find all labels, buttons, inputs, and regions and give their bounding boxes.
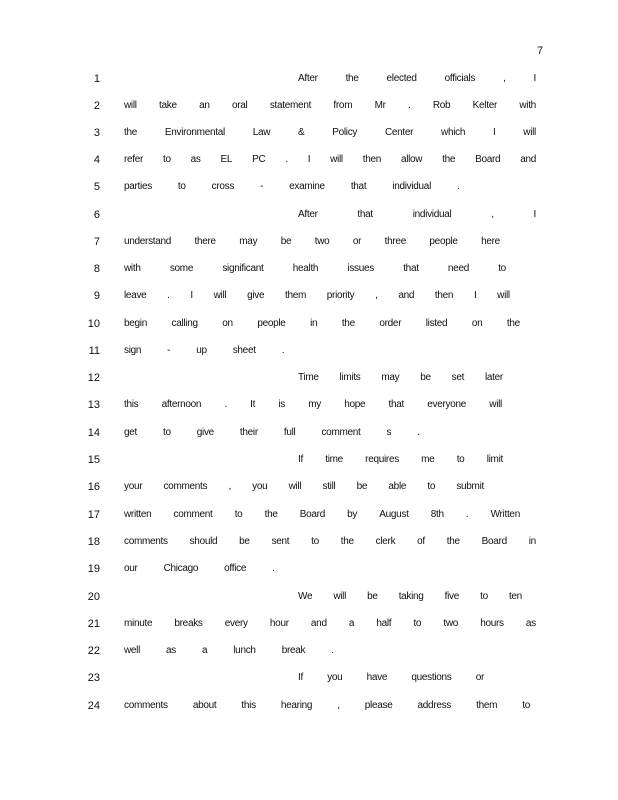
word: every <box>224 618 248 629</box>
word: submit <box>456 481 484 492</box>
word: take <box>159 100 177 111</box>
word: . <box>272 563 275 574</box>
word: After <box>298 209 318 220</box>
word: August <box>379 509 409 520</box>
word: an <box>199 100 210 111</box>
word: I <box>473 290 477 301</box>
line-text <box>298 671 484 685</box>
word: Policy <box>332 127 358 138</box>
word: and <box>310 618 327 629</box>
word: with <box>124 263 141 274</box>
line-number: 18 <box>87 536 100 548</box>
line-text <box>124 426 536 440</box>
word: still <box>322 481 336 492</box>
word: limits <box>339 372 361 383</box>
word: have <box>366 672 388 683</box>
word: clerk <box>375 536 396 547</box>
word: the <box>340 536 354 547</box>
word: lunch <box>233 645 256 656</box>
word: issues <box>347 263 374 274</box>
word: them <box>284 290 307 301</box>
word: to <box>413 618 422 629</box>
word: address <box>417 700 452 711</box>
word: taking <box>398 591 424 602</box>
word: - <box>260 181 264 192</box>
word: full <box>283 427 296 438</box>
word: set <box>451 372 465 383</box>
line-text <box>298 371 503 385</box>
line-text <box>124 262 506 276</box>
word: 8th <box>430 509 444 520</box>
word: in <box>528 536 536 547</box>
line-number: 23 <box>87 672 100 684</box>
line-text <box>124 180 536 194</box>
word: hours <box>480 618 504 629</box>
word: Time <box>298 372 319 383</box>
line-number: 22 <box>87 645 100 657</box>
transcript-line <box>0 72 618 99</box>
word: I <box>190 290 193 301</box>
word: begin <box>124 318 147 329</box>
word: may <box>239 236 258 247</box>
word: me <box>421 454 435 465</box>
word: five <box>444 591 460 602</box>
transcript-line <box>0 99 618 126</box>
transcript-line <box>0 671 618 698</box>
word: the <box>124 127 138 138</box>
line-number: 2 <box>93 100 100 112</box>
word: will <box>523 127 536 138</box>
word: individual <box>392 181 431 192</box>
line-number: 17 <box>87 509 100 521</box>
word: in <box>310 318 318 329</box>
line-text <box>124 699 530 713</box>
word: If <box>298 454 303 465</box>
word: Chicago <box>163 563 199 574</box>
line-number: 9 <box>93 290 100 302</box>
word: hour <box>269 618 289 629</box>
line-number: 10 <box>87 318 100 330</box>
transcript-line <box>0 453 618 480</box>
word: well <box>124 645 141 656</box>
word: to <box>234 509 243 520</box>
word: then <box>362 154 382 165</box>
word: requires <box>365 454 399 465</box>
line-number: 8 <box>93 263 100 275</box>
transcript-line <box>0 289 618 316</box>
word: is <box>278 399 286 410</box>
word: It <box>250 399 256 410</box>
word: Board <box>299 509 325 520</box>
word: the <box>442 154 456 165</box>
word: the <box>345 73 359 84</box>
word: the <box>446 536 460 547</box>
word: or <box>475 672 484 683</box>
word: , <box>503 73 506 84</box>
word: please <box>364 700 393 711</box>
word: Kelter <box>472 100 497 111</box>
word: oral <box>232 100 248 111</box>
word: s <box>386 427 392 438</box>
word: hearing <box>280 700 313 711</box>
word: my <box>308 399 321 410</box>
line-number: 16 <box>87 481 100 493</box>
line-number: 14 <box>87 427 100 439</box>
word: limit <box>486 454 503 465</box>
word: two <box>314 236 330 247</box>
word: priority <box>326 290 355 301</box>
line-text <box>298 72 536 86</box>
word: PC <box>252 154 266 165</box>
word: will <box>288 481 302 492</box>
word: our <box>124 563 138 574</box>
line-text <box>124 617 536 631</box>
word: will <box>489 399 502 410</box>
word: people <box>429 236 458 247</box>
word: significant <box>222 263 264 274</box>
transcript-line <box>0 617 618 644</box>
word: . <box>281 345 285 356</box>
word: everyone <box>427 399 467 410</box>
word: , <box>375 290 378 301</box>
line-text <box>298 208 536 222</box>
word: give <box>196 427 214 438</box>
transcript-line <box>0 344 618 371</box>
word: leave <box>124 290 147 301</box>
word: give <box>247 290 265 301</box>
word: . <box>457 181 460 192</box>
word: up <box>196 345 207 356</box>
word: allow <box>400 154 423 165</box>
line-text <box>124 508 520 522</box>
word: this <box>241 700 256 711</box>
word: elected <box>386 73 417 84</box>
word: refer <box>124 154 144 165</box>
line-number: 5 <box>93 181 100 193</box>
word: Center <box>384 127 414 138</box>
word: half <box>376 618 392 629</box>
word: or <box>352 236 362 247</box>
word: sent <box>271 536 290 547</box>
word: I <box>492 127 496 138</box>
transcript-line <box>0 562 618 589</box>
word: a <box>202 645 208 656</box>
word: understand <box>124 236 172 247</box>
word: calling <box>171 318 198 329</box>
line-text <box>124 289 510 303</box>
word: be <box>367 591 378 602</box>
word: to <box>456 454 465 465</box>
word: & <box>298 127 305 138</box>
word: able <box>388 481 407 492</box>
word: health <box>292 263 319 274</box>
word: by <box>347 509 358 520</box>
transcript-line <box>0 508 618 535</box>
line-text <box>298 590 522 604</box>
word: later <box>485 372 503 383</box>
word: Board <box>481 536 507 547</box>
line-text <box>124 644 536 658</box>
word: will <box>497 290 510 301</box>
transcript-line <box>0 371 618 398</box>
word: here <box>481 236 500 247</box>
line-text <box>298 453 503 467</box>
transcript-line <box>0 426 618 453</box>
word: minute <box>124 618 153 629</box>
word: people <box>257 318 286 329</box>
word: as <box>525 618 536 629</box>
line-number: 24 <box>87 700 100 712</box>
word: from <box>333 100 353 111</box>
word: hope <box>344 399 366 410</box>
word: . <box>331 645 334 656</box>
word: office <box>224 563 247 574</box>
transcript-line <box>0 126 618 153</box>
line-text <box>124 99 536 113</box>
line-number: 12 <box>87 372 100 384</box>
word: to <box>162 154 171 165</box>
word: your <box>124 481 143 492</box>
word: cross <box>211 181 235 192</box>
transcript-line <box>0 699 618 726</box>
word: to <box>480 591 488 602</box>
line-text <box>124 153 536 167</box>
word: three <box>384 236 406 247</box>
word: two <box>443 618 459 629</box>
line-text <box>124 126 536 140</box>
word: Written <box>490 509 520 520</box>
word: comments <box>124 536 168 547</box>
word: as <box>166 645 176 656</box>
word: need <box>447 263 469 274</box>
line-text <box>124 398 502 412</box>
word: some <box>169 263 194 274</box>
line-number: 13 <box>87 399 100 411</box>
word: as <box>190 154 201 165</box>
word: examine <box>289 181 325 192</box>
line-number: 15 <box>87 454 100 466</box>
line-text <box>124 562 536 576</box>
line-text <box>124 317 520 331</box>
word: . <box>465 509 469 520</box>
word: to <box>177 181 186 192</box>
word: sign <box>124 345 142 356</box>
word: Rob <box>432 100 451 111</box>
word: breaks <box>174 618 203 629</box>
word: time <box>325 454 343 465</box>
word: - <box>167 345 171 356</box>
word: individual <box>412 209 452 220</box>
word: to <box>498 263 506 274</box>
word: I <box>533 209 536 220</box>
word: that <box>388 399 405 410</box>
word: comment <box>321 427 361 438</box>
word: If <box>298 672 303 683</box>
word: and <box>398 290 415 301</box>
word: and <box>520 154 536 165</box>
word: will <box>213 290 227 301</box>
word: be <box>239 536 250 547</box>
word: there <box>194 236 216 247</box>
word: order <box>379 318 402 329</box>
word: get <box>124 427 138 438</box>
word: . <box>417 427 420 438</box>
line-number: 20 <box>87 591 100 603</box>
word: afternoon <box>161 399 202 410</box>
word: be <box>280 236 292 247</box>
word: . <box>285 154 288 165</box>
transcript-line <box>0 644 618 671</box>
line-number: 11 <box>88 345 100 357</box>
word: EL <box>220 154 233 165</box>
word: written <box>124 509 152 520</box>
line-text <box>124 344 536 358</box>
word: their <box>239 427 258 438</box>
word: questions <box>411 672 452 683</box>
word: comment <box>173 509 213 520</box>
transcript-line <box>0 317 618 344</box>
word: I <box>533 73 536 84</box>
word: , <box>337 700 340 711</box>
transcript-line <box>0 262 618 289</box>
word: to <box>522 700 530 711</box>
line-number: 7 <box>93 236 100 248</box>
word: that <box>350 181 367 192</box>
word: parties <box>124 181 152 192</box>
line-number: 4 <box>93 154 100 166</box>
word: on <box>222 318 233 329</box>
word: Board <box>475 154 501 165</box>
word: be <box>356 481 368 492</box>
word: . <box>167 290 170 301</box>
word: of <box>417 536 425 547</box>
word: should <box>189 536 218 547</box>
word: , <box>491 209 494 220</box>
word: be <box>420 372 431 383</box>
word: to <box>427 481 436 492</box>
line-number: 3 <box>93 127 100 139</box>
transcript-line <box>0 208 618 235</box>
line-number: 6 <box>93 209 100 221</box>
word: this <box>124 399 139 410</box>
word: will <box>333 591 346 602</box>
word: After <box>298 73 318 84</box>
word: comments <box>163 481 208 492</box>
word: will <box>330 154 343 165</box>
word: you <box>252 481 268 492</box>
word: about <box>192 700 217 711</box>
transcript-line <box>0 235 618 262</box>
line-number: 1 <box>93 73 100 85</box>
word: with <box>519 100 536 111</box>
word: break <box>281 645 306 656</box>
word: them <box>476 700 498 711</box>
word: . <box>408 100 411 111</box>
line-text <box>124 235 500 249</box>
word: the <box>506 318 520 329</box>
word: Law <box>252 127 271 138</box>
page-number: 7 <box>537 45 544 57</box>
word: , <box>228 481 231 492</box>
word: you <box>327 672 343 683</box>
word: listed <box>425 318 448 329</box>
line-number: 19 <box>87 563 100 575</box>
word: to <box>311 536 319 547</box>
word: that <box>357 209 373 220</box>
word: the <box>341 318 355 329</box>
word: then <box>434 290 454 301</box>
transcript-line <box>0 590 618 617</box>
transcript-line <box>0 480 618 507</box>
word: to <box>163 427 171 438</box>
word: ten <box>508 591 522 602</box>
word: which <box>441 127 466 138</box>
transcript-line <box>0 398 618 425</box>
word: Environmental <box>164 127 225 138</box>
word: officials <box>444 73 476 84</box>
word: on <box>471 318 483 329</box>
word: We <box>298 591 313 602</box>
word: Mr <box>374 100 386 111</box>
word: . <box>224 399 227 410</box>
transcript-line <box>0 153 618 180</box>
word: statement <box>269 100 312 111</box>
transcript-line <box>0 180 618 207</box>
line-text <box>124 535 536 549</box>
transcript-line <box>0 535 618 562</box>
word: may <box>381 372 400 383</box>
word: I <box>307 154 311 165</box>
line-number: 21 <box>87 618 100 630</box>
word: comments <box>124 700 168 711</box>
line-text <box>124 480 484 494</box>
word: that <box>403 263 419 274</box>
word: the <box>264 509 278 520</box>
word: sheet <box>232 345 256 356</box>
word: will <box>124 100 137 111</box>
word: a <box>348 618 355 629</box>
